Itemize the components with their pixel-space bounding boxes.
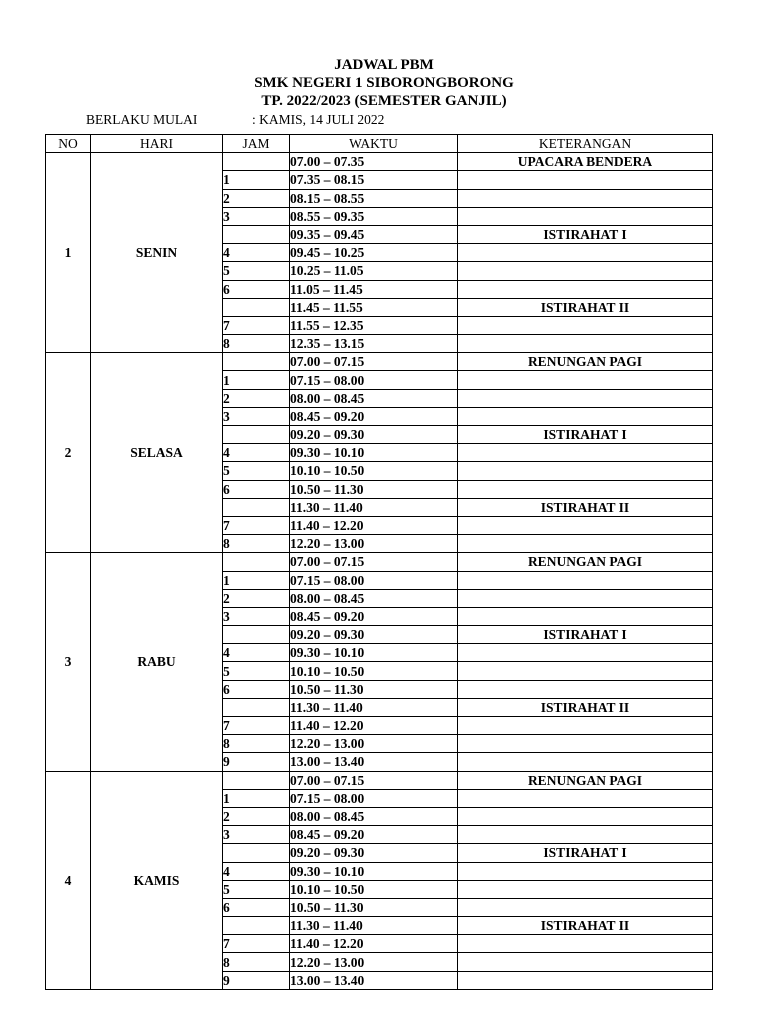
time-range: 12.20 – 13.00: [290, 535, 458, 553]
time-range: 09.20 – 09.30: [290, 626, 458, 644]
time-range: 08.00 – 08.45: [290, 807, 458, 825]
lesson-period: [223, 426, 290, 444]
column-header-jam: JAM: [223, 135, 290, 153]
time-range: 09.30 – 10.10: [290, 644, 458, 662]
remark: ISTIRAHAT II: [458, 698, 713, 716]
lesson-period: [223, 771, 290, 789]
time-range: 08.45 – 09.20: [290, 826, 458, 844]
document-header: [0, 56, 768, 110]
lesson-period: 2: [223, 807, 290, 825]
lesson-period: 7: [223, 516, 290, 534]
lesson-period: 8: [223, 735, 290, 753]
time-range: 11.45 – 11.55: [290, 298, 458, 316]
time-range: 09.20 – 09.30: [290, 426, 458, 444]
lesson-period: 5: [223, 880, 290, 898]
time-range: 09.20 – 09.30: [290, 844, 458, 862]
table-row: [46, 553, 713, 571]
effective-date: [86, 112, 384, 128]
time-range: 09.45 – 10.25: [290, 244, 458, 262]
remark: [458, 644, 713, 662]
remark: ISTIRAHAT II: [458, 298, 713, 316]
remark: ISTIRAHAT II: [458, 917, 713, 935]
lesson-period: 4: [223, 444, 290, 462]
time-range: 07.15 – 08.00: [290, 571, 458, 589]
lesson-period: [223, 498, 290, 516]
table-row: [46, 153, 713, 171]
remark: [458, 207, 713, 225]
remark: ISTIRAHAT I: [458, 844, 713, 862]
lesson-period: 6: [223, 280, 290, 298]
remark: [458, 571, 713, 589]
lesson-period: 4: [223, 644, 290, 662]
remark: UPACARA BENDERA: [458, 153, 713, 171]
time-range: 10.50 – 11.30: [290, 480, 458, 498]
remark: [458, 280, 713, 298]
lesson-period: 8: [223, 953, 290, 971]
remark: [458, 589, 713, 607]
day-number: 1: [46, 153, 91, 353]
document-title: JADWAL PBM: [334, 57, 434, 73]
lesson-period: 5: [223, 662, 290, 680]
remark: ISTIRAHAT I: [458, 225, 713, 243]
effective-date-label: BERLAKU MULAI: [86, 112, 198, 127]
school-year: TP. 2022/2023 (SEMESTER GANJIL): [261, 93, 507, 109]
time-range: 10.50 – 11.30: [290, 680, 458, 698]
lesson-period: 2: [223, 389, 290, 407]
remark: RENUNGAN PAGI: [458, 353, 713, 371]
lesson-period: 4: [223, 244, 290, 262]
remark: [458, 371, 713, 389]
lesson-period: 3: [223, 207, 290, 225]
remark: [458, 753, 713, 771]
remark: [458, 189, 713, 207]
remark: [458, 444, 713, 462]
remark: [458, 898, 713, 916]
day-number: 4: [46, 771, 91, 989]
table-header-row: [46, 135, 713, 153]
time-range: 12.20 – 13.00: [290, 953, 458, 971]
lesson-period: 8: [223, 535, 290, 553]
time-range: 09.30 – 10.10: [290, 862, 458, 880]
lesson-period: 1: [223, 371, 290, 389]
lesson-period: [223, 698, 290, 716]
lesson-period: [223, 225, 290, 243]
time-range: 07.35 – 08.15: [290, 171, 458, 189]
remark: [458, 244, 713, 262]
time-range: 08.45 – 09.20: [290, 607, 458, 625]
lesson-period: 6: [223, 680, 290, 698]
remark: [458, 262, 713, 280]
time-range: 07.00 – 07.15: [290, 353, 458, 371]
time-range: 08.00 – 08.45: [290, 389, 458, 407]
remark: [458, 407, 713, 425]
lesson-period: 6: [223, 898, 290, 916]
time-range: 08.00 – 08.45: [290, 589, 458, 607]
lesson-period: [223, 917, 290, 935]
lesson-period: 3: [223, 826, 290, 844]
lesson-period: [223, 626, 290, 644]
time-range: 10.25 – 11.05: [290, 262, 458, 280]
time-range: 08.15 – 08.55: [290, 189, 458, 207]
schedule-table: [45, 134, 713, 990]
remark: [458, 316, 713, 334]
day-name: KAMIS: [91, 771, 223, 989]
day-number: 2: [46, 353, 91, 553]
time-range: 07.00 – 07.15: [290, 553, 458, 571]
lesson-period: 6: [223, 480, 290, 498]
time-range: 13.00 – 13.40: [290, 971, 458, 989]
time-range: 10.50 – 11.30: [290, 898, 458, 916]
lesson-period: 2: [223, 189, 290, 207]
lesson-period: [223, 553, 290, 571]
remark: [458, 971, 713, 989]
time-range: 09.30 – 10.10: [290, 444, 458, 462]
lesson-period: 2: [223, 589, 290, 607]
remark: [458, 607, 713, 625]
time-range: 10.10 – 10.50: [290, 462, 458, 480]
time-range: 11.55 – 12.35: [290, 316, 458, 334]
schedule-body: [46, 153, 713, 990]
table-row: [46, 353, 713, 371]
time-range: 07.00 – 07.15: [290, 771, 458, 789]
lesson-period: 3: [223, 607, 290, 625]
remark: [458, 735, 713, 753]
day-name: SENIN: [91, 153, 223, 353]
school-name: SMK NEGERI 1 SIBORONGBORONG: [254, 75, 514, 91]
remark: RENUNGAN PAGI: [458, 771, 713, 789]
remark: [458, 480, 713, 498]
lesson-period: 1: [223, 171, 290, 189]
remark: [458, 680, 713, 698]
lesson-period: [223, 844, 290, 862]
remark: [458, 826, 713, 844]
remark: [458, 535, 713, 553]
lesson-period: 8: [223, 335, 290, 353]
lesson-period: 1: [223, 571, 290, 589]
time-range: 11.30 – 11.40: [290, 498, 458, 516]
remark: [458, 335, 713, 353]
day-name: RABU: [91, 553, 223, 771]
time-range: 08.55 – 09.35: [290, 207, 458, 225]
lesson-period: 3: [223, 407, 290, 425]
remark: ISTIRAHAT I: [458, 426, 713, 444]
remark: [458, 516, 713, 534]
column-header-waktu: WAKTU: [290, 135, 458, 153]
remark: [458, 717, 713, 735]
day-number: 3: [46, 553, 91, 771]
lesson-period: 1: [223, 789, 290, 807]
time-range: 12.20 – 13.00: [290, 735, 458, 753]
day-name: SELASA: [91, 353, 223, 553]
time-range: 11.05 – 11.45: [290, 280, 458, 298]
lesson-period: 7: [223, 316, 290, 334]
lesson-period: [223, 153, 290, 171]
lesson-period: 4: [223, 862, 290, 880]
remark: [458, 880, 713, 898]
remark: [458, 389, 713, 407]
lesson-period: 7: [223, 717, 290, 735]
time-range: 11.40 – 12.20: [290, 516, 458, 534]
time-range: 08.45 – 09.20: [290, 407, 458, 425]
remark: [458, 807, 713, 825]
time-range: 07.15 – 08.00: [290, 789, 458, 807]
lesson-period: [223, 298, 290, 316]
time-range: 12.35 – 13.15: [290, 335, 458, 353]
remark: [458, 462, 713, 480]
time-range: 09.35 – 09.45: [290, 225, 458, 243]
lesson-period: 9: [223, 971, 290, 989]
time-range: 07.15 – 08.00: [290, 371, 458, 389]
lesson-period: 7: [223, 935, 290, 953]
column-header-hari: HARI: [91, 135, 223, 153]
time-range: 11.30 – 11.40: [290, 698, 458, 716]
lesson-period: 5: [223, 462, 290, 480]
remark: [458, 171, 713, 189]
lesson-period: 9: [223, 753, 290, 771]
remark: [458, 935, 713, 953]
time-range: 07.00 – 07.35: [290, 153, 458, 171]
remark: [458, 953, 713, 971]
lesson-period: [223, 353, 290, 371]
time-range: 11.40 – 12.20: [290, 717, 458, 735]
remark: RENUNGAN PAGI: [458, 553, 713, 571]
remark: [458, 789, 713, 807]
remark: ISTIRAHAT I: [458, 626, 713, 644]
column-header-no: NO: [46, 135, 91, 153]
time-range: 10.10 – 10.50: [290, 880, 458, 898]
remark: ISTIRAHAT II: [458, 498, 713, 516]
column-header-keterangan: KETERANGAN: [458, 135, 713, 153]
time-range: 11.40 – 12.20: [290, 935, 458, 953]
table-row: [46, 771, 713, 789]
lesson-period: 5: [223, 262, 290, 280]
time-range: 13.00 – 13.40: [290, 753, 458, 771]
remark: [458, 862, 713, 880]
effective-date-value: : KAMIS, 14 JULI 2022: [252, 112, 385, 127]
time-range: 11.30 – 11.40: [290, 917, 458, 935]
remark: [458, 662, 713, 680]
time-range: 10.10 – 10.50: [290, 662, 458, 680]
